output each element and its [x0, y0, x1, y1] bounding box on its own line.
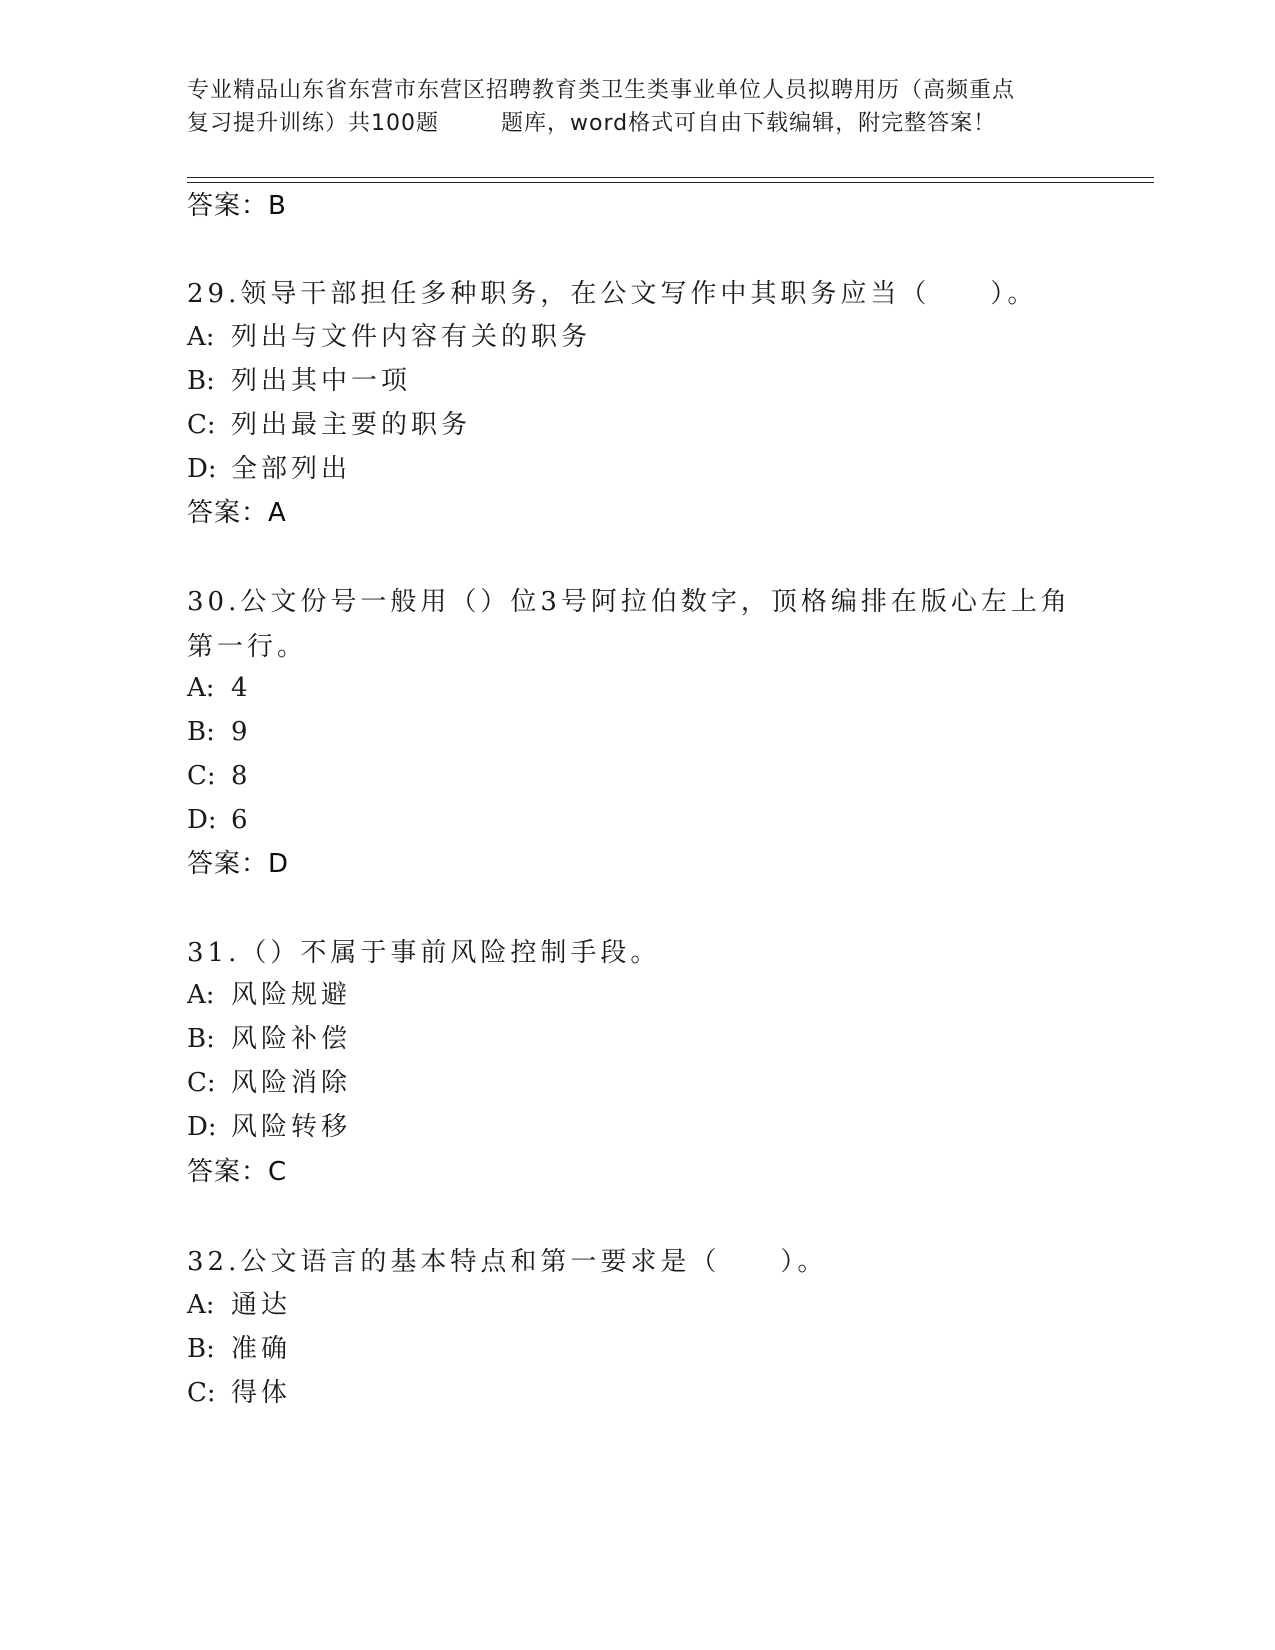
question-29-answer: 答案：A	[187, 498, 287, 528]
question-32-option-b	[187, 1333, 291, 1365]
question-31-text: 31.（）不属于事前风险控制手段。	[187, 938, 661, 968]
header-title-line-2-part-2: 题库，word格式可自由下载编辑，附完整答案！	[501, 111, 997, 136]
question-29-option-b	[187, 365, 411, 397]
option-text: 全部列出	[231, 454, 352, 484]
question-31-option-b	[187, 1023, 351, 1055]
option-text: 4	[231, 673, 252, 703]
question-31-option-c	[187, 1067, 351, 1099]
question-29-option-c	[187, 409, 471, 441]
question-30-option-d	[187, 804, 252, 836]
question-30-text: 30.公文份号一般用（）位3号阿拉伯数字，顶格编排在版心左上角第一行。	[187, 587, 1071, 662]
option-text: 通达	[231, 1290, 292, 1320]
option-key: B:	[187, 1024, 215, 1054]
option-text: 风险消除	[231, 1068, 352, 1098]
page-header	[187, 74, 1087, 140]
option-key: A:	[187, 1290, 215, 1320]
option-key: A:	[187, 322, 215, 352]
option-key: D:	[187, 454, 217, 484]
option-key: B:	[187, 366, 215, 396]
option-key: B:	[187, 1334, 215, 1364]
option-text: 得体	[231, 1378, 292, 1408]
option-key: D:	[187, 805, 217, 835]
option-key: A:	[187, 673, 215, 703]
header-title-line-1: 专业精品山东省东营市东营区招聘教育类卫生类事业单位人员拟聘用历（高频重点	[187, 78, 1016, 103]
option-text: 准确	[231, 1334, 292, 1364]
question-31-option-a	[187, 979, 351, 1011]
option-key: C:	[187, 761, 216, 791]
question-29-option-a	[187, 321, 591, 353]
option-key: C:	[187, 410, 216, 440]
option-text: 列出与文件内容有关的职务	[231, 322, 592, 352]
header-divider-bottom	[187, 182, 1154, 183]
option-text: 8	[231, 761, 252, 791]
option-text: 9	[231, 717, 252, 747]
option-key: C:	[187, 1378, 216, 1408]
question-31-option-d	[187, 1111, 351, 1143]
header-title-line-2-part-1: 复习提升训练）共100题	[187, 111, 439, 136]
option-text: 列出其中一项	[231, 366, 412, 396]
option-text: 风险补偿	[231, 1024, 352, 1054]
question-30-option-a	[187, 672, 252, 704]
question-30-option-c	[187, 760, 252, 792]
question-32-text: 32.公文语言的基本特点和第一要求是（ ）。	[187, 1247, 828, 1277]
option-text: 列出最主要的职务	[231, 410, 472, 440]
option-key: C:	[187, 1068, 216, 1098]
option-key: D:	[187, 1112, 217, 1142]
option-text: 风险规避	[231, 980, 352, 1010]
question-29-option-d	[187, 453, 351, 485]
header-title-line-2	[187, 107, 1087, 140]
previous-answer: 答案：B	[187, 191, 287, 221]
option-key: A:	[187, 980, 215, 1010]
option-text: 风险转移	[231, 1112, 352, 1142]
question-32-option-a	[187, 1289, 291, 1321]
question-32-option-c	[187, 1377, 291, 1409]
question-30-answer: 答案：D	[187, 849, 290, 879]
header-divider-top	[187, 177, 1154, 178]
question-31-answer: 答案：C	[187, 1157, 288, 1187]
option-text: 6	[231, 805, 252, 835]
question-29-text: 29.领导干部担任多种职务，在公文写作中其职务应当（ ）。	[187, 279, 1038, 309]
question-30-option-b	[187, 716, 252, 748]
option-key: B:	[187, 717, 215, 747]
